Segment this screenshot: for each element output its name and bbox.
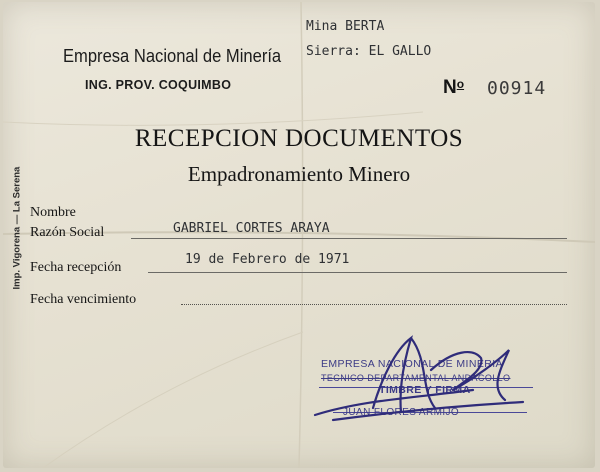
printer-imprint: Imp. Vigorena — La Serena: [11, 166, 23, 290]
province-label: ING. PROV. COQUIMBO: [85, 78, 232, 92]
document-title: RECEPCION DOCUMENTOS: [134, 125, 464, 152]
stamp-timbre-firma: TIMBRE Y FIRMA: [379, 384, 471, 396]
document-number: 00914: [487, 78, 547, 99]
fecha-recepcion-line: [148, 272, 567, 273]
company-name: Empresa Nacional de Minería: [63, 46, 282, 66]
number-label: $N^o$: [443, 77, 465, 98]
razon-social-line: [131, 238, 567, 239]
razon-social-value: GABRIEL CORTES ARAYA: [173, 221, 330, 236]
nombre-label: Nombre: [30, 205, 76, 220]
sierra-name: Sierra: EL GALLO: [306, 44, 432, 59]
razon-social-label: Razón Social: [30, 225, 105, 240]
fecha-recepcion-value: 19 de Febrero de 1971: [185, 252, 350, 267]
fecha-vencimiento-line: [181, 304, 567, 305]
handwritten-signature: [303, 320, 543, 430]
document-subtitle: Empadronamiento Minero: [187, 162, 411, 186]
stamp-company: EMPRESA NACIONAL DE MINERIA: [321, 358, 503, 370]
mina-name: Mina BERTA: [306, 19, 385, 34]
fecha-vencimiento-label: Fecha vencimiento: [30, 292, 137, 307]
stamp-department: TECNICO DEPARTAMENTAL ANDACOLLO: [321, 373, 511, 383]
stamp-signer-name: JUAN FLORES ARMIJO: [343, 407, 460, 418]
document-card: [3, 2, 595, 468]
fecha-recepcion-label: Fecha recepción: [30, 260, 122, 275]
